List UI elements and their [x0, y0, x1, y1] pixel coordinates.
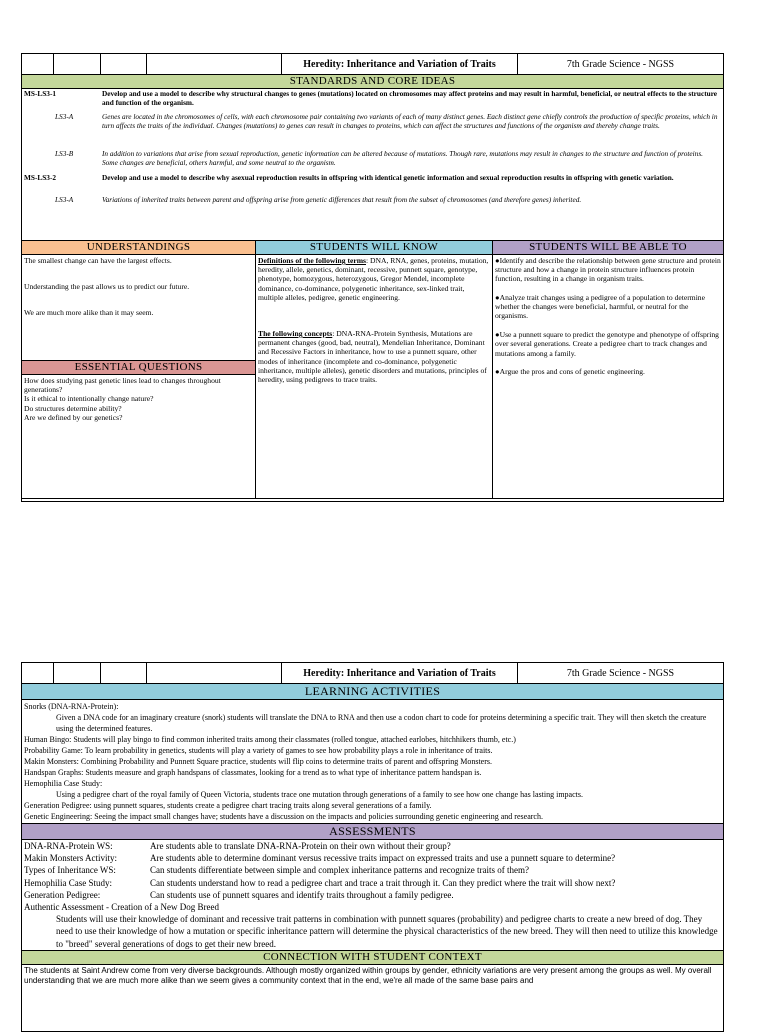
assessment-text: Can students understand how to read a pedigree chart and trace a trait through it. Can they predict where the trait will show next?	[150, 877, 616, 888]
standard-text: In addition to variations that arise from sexual reproduction, genetic information can be altered because of mutations. Though rare, mutations may result in changes to the structure and function of proteins. Some changes are beneficial, others harmful, and some neutral to the organism.	[102, 149, 703, 167]
able-list	[493, 255, 723, 377]
activity-line: Makin Monsters: Combining Probability and Punnett Square practice, students will flip coins to determine traits of parent and offspring Monsters.	[24, 757, 492, 766]
able-heading: STUDENTS WILL BE ABLE TO	[493, 241, 723, 255]
assessment-label: Generation Pedigree:	[24, 889, 101, 900]
essential-question: Do structures determine ability?	[24, 403, 122, 413]
standard-code: MS-LS3-2	[24, 173, 57, 182]
activity-line: Hemophilia Case Study:	[24, 779, 103, 788]
assessment-label: Types of Inheritance WS:	[24, 865, 116, 876]
standard-text: Genes are located in the chromosomes of cells, with each chromosome pair containing two variants of each of many distinct genes. Each distinct gene chiefly controls the production of specific proteins, which in turn affects the traits of the individual. Changes (mutations) to genes can result in changes to proteins, which can affect the structures and functions of the organism and thereby change traits.	[102, 112, 718, 130]
three-column-section	[22, 241, 723, 499]
concepts-text: : DNA-RNA-Protein Synthesis, Mutations are permanent changes (good, bad, neutral), Mendelian Inheritance, Dominant and Recessive Factors in inheritance, how to use a punnett square, other modes of inheritance (incomplete and co-dominance, polygenetic inheritance, multiple alleles), genetic disorders and mutations, principles of heredity, using pedigrees to trace traits.	[258, 329, 487, 385]
blank-cell	[22, 663, 54, 683]
unit-title: Heredity: Inheritance and Variation of Traits	[282, 54, 518, 74]
definitions-paragraph	[258, 256, 490, 302]
standard-text: Variations of inherited traits between parent and offspring arise from genetic differences that result from the subset of chromosomes (and therefore genes) inherited.	[102, 195, 582, 204]
understandings-heading: UNDERSTANDINGS	[22, 241, 255, 255]
assessment-label: Hemophilia Case Study:	[24, 877, 112, 888]
able-item: ●Identify and describe the relationship between gene structure and protein structure and how a change in protein structure influences protein function, resulting in a change in organism traits.	[495, 256, 721, 284]
connection-heading: CONNECTION WITH STUDENT CONTEXT	[22, 951, 723, 965]
assessment-label: DNA-RNA-Protein WS:	[24, 841, 113, 851]
standard-text: Develop and use a model to describe why asexual reproduction results in offspring with identical genetic information and sexual reproduction results in offspring with genetic variation.	[102, 173, 674, 182]
standard-code: LS3-A	[55, 195, 74, 204]
understanding-item: Understanding the past allows us to predict our future.	[24, 282, 190, 292]
essential-questions-heading: ESSENTIAL QUESTIONS	[22, 360, 255, 375]
blank-cell	[147, 54, 282, 74]
students-able-column	[493, 241, 723, 498]
assessment-text: Can students differentiate between simple and complex inheritance patterns and recognize traits of them?	[150, 865, 529, 876]
standard-code: LS3-A	[55, 112, 74, 121]
know-content	[256, 255, 492, 385]
assessment-row	[24, 889, 721, 901]
unit-title: Heredity: Inheritance and Variation of Traits	[282, 663, 518, 683]
authentic-assessment-text: Students will use their knowledge of dominant and recessive trait patterns in combination with punnett squares (probability) and pedigree charts to create a new breed of dog. They need to use their knowledge of how a mutation or specific inheritance pattern will determine the physical characteristics of the new breed. They will then need to utilize this knowledge to "breed" several generations of dogs to get their new breed.	[56, 914, 718, 949]
assessment-row	[24, 840, 721, 852]
essential-question: Is it ethical to intentionally change nature?	[24, 394, 154, 404]
activity-line: Using a pedigree chart of the royal family of Queen Victoria, students trace one mutation through generations of a family to see how one change has lasting impacts.	[56, 790, 583, 799]
standard-row	[22, 174, 719, 183]
header-row	[22, 663, 723, 684]
standard-row	[22, 150, 719, 167]
essential-question: How does studying past genetic lines lead to changes throughout generations?	[24, 376, 221, 395]
understandings-list	[22, 255, 255, 360]
unit-plan-table-bottom	[21, 662, 724, 1032]
activity-line: Given a DNA code for an imaginary creature (snork) students will translate the DNA to RNA and then use a codon chart to code for proteins determining a specific trait. They will then sketch the creature using the determined features.	[56, 713, 707, 733]
assessments-list	[22, 840, 723, 951]
activity-line: Probability Game: To learn probability in genetics, students will play a variety of games to see how probability plays a role in inheritance of traits.	[24, 746, 493, 755]
grade-label: 7th Grade Science - NGSS	[566, 58, 675, 70]
authentic-assessment-label: Authentic Assessment - Creation of a New Dog Breed	[24, 902, 219, 913]
assessment-row	[24, 852, 721, 864]
standard-text: Develop and use a model to describe why structural changes to genes (mutations) located on chromosomes may affect proteins and may result in harmful, beneficial, or neutral effects to the structure and function of the organism.	[102, 89, 718, 107]
standards-section	[22, 89, 723, 241]
able-item: ●Analyze trait changes using a pedigree of a population to determine whether the changes were beneficial, harmful, or neutral for the organisms.	[495, 292, 705, 321]
understanding-item: We are much more alike than it may seem.	[24, 308, 154, 318]
grade-label: 7th Grade Science - NGSS	[566, 667, 675, 679]
able-item: ●Argue the pros and cons of genetic engineering.	[495, 366, 645, 376]
assessment-row	[24, 864, 721, 876]
assessments-heading: ASSESSMENTS	[22, 824, 723, 840]
standards-heading: STANDARDS AND CORE IDEAS	[22, 75, 723, 89]
blank-cell	[101, 663, 147, 683]
understandings-column	[22, 241, 256, 498]
unit-plan-table-top	[21, 53, 724, 502]
learning-activities-list	[22, 700, 723, 824]
blank-cell	[22, 54, 54, 74]
learning-activities-heading: LEARNING ACTIVITIES	[22, 684, 723, 700]
essential-question: Are we defined by our genetics?	[24, 412, 123, 422]
blank-cell	[54, 663, 101, 683]
understanding-item: The smallest change can have the largest effects.	[24, 256, 172, 265]
standard-code: LS3-B	[55, 149, 74, 158]
activity-line: Snorks (DNA-RNA-Protein):	[24, 702, 119, 711]
activity-line: Human Bingo: Students will play bingo to find common inherited traits among their classmates (rolled tongue, attached earlobes, hitchhikers thumb, etc.)	[24, 735, 516, 744]
assessment-label: Makin Monsters Activity:	[24, 853, 117, 864]
able-item: ●Use a punnett square to predict the genotype and phenotype of offspring over several generations. Create a pedigree chart to track changes and mutations among a family.	[495, 330, 719, 358]
standard-row	[22, 113, 719, 130]
essential-questions-list	[22, 375, 255, 423]
standard-code: MS-LS3-1	[24, 89, 57, 98]
assessment-text: Can students use of punnett squares and identify traits throughout a family pedigree.	[150, 889, 454, 900]
blank-cell	[147, 663, 282, 683]
assessment-row	[24, 877, 721, 889]
activity-line: Generation Pedigree: using punnett squares, students create a pedigree chart tracing traits along several generations of a family.	[24, 801, 432, 810]
assessment-text: Are students able to translate DNA-RNA-Protein on their own without their group?	[150, 841, 451, 851]
concepts-label: The following concepts	[258, 329, 333, 339]
know-heading: STUDENTS WILL KNOW	[256, 241, 492, 255]
activity-line: Genetic Engineering: Seeing the impact small changes have; students have a discussion on the impacts and policies surrounding genetic engineering and research.	[24, 812, 543, 821]
students-will-know-column	[256, 241, 493, 498]
header-row	[22, 54, 723, 75]
concepts-paragraph	[258, 329, 490, 384]
assessment-text: Are students able to determine dominant versus recessive traits impact on expressed traits and use a punnett square to determine?	[150, 853, 616, 864]
connection-text: The students at Saint Andrew come from very diverse backgrounds. Although mostly organized within groups by gender, ethnicity variations are very present among the groups as well. My overall understanding that we are much more alike than we seem gives a community context that in the end, we're all made of the same base pairs and	[24, 965, 712, 986]
activity-line: Handspan Graphs: Students measure and graph handspans of classmates, looking for a trend as to what type of inheritance pattern handspan is.	[24, 768, 482, 777]
definitions-label: Definitions of the following terms	[258, 256, 366, 265]
standard-row	[22, 196, 719, 205]
standard-row	[22, 90, 719, 107]
blank-cell	[54, 54, 101, 74]
definitions-text: : DNA, RNA, genes, proteins, mutation, heredity, allele, genetics, dominant, recessive, punnett square, genotype, phenotype, homozygous, heterozygous, Gregor Mendel, incomplete dominance, co-dominance, polygenetic inheritance, sex-linked trait, multiple alleles, pedigree, genetic engineering.	[258, 256, 489, 302]
blank-cell	[101, 54, 147, 74]
